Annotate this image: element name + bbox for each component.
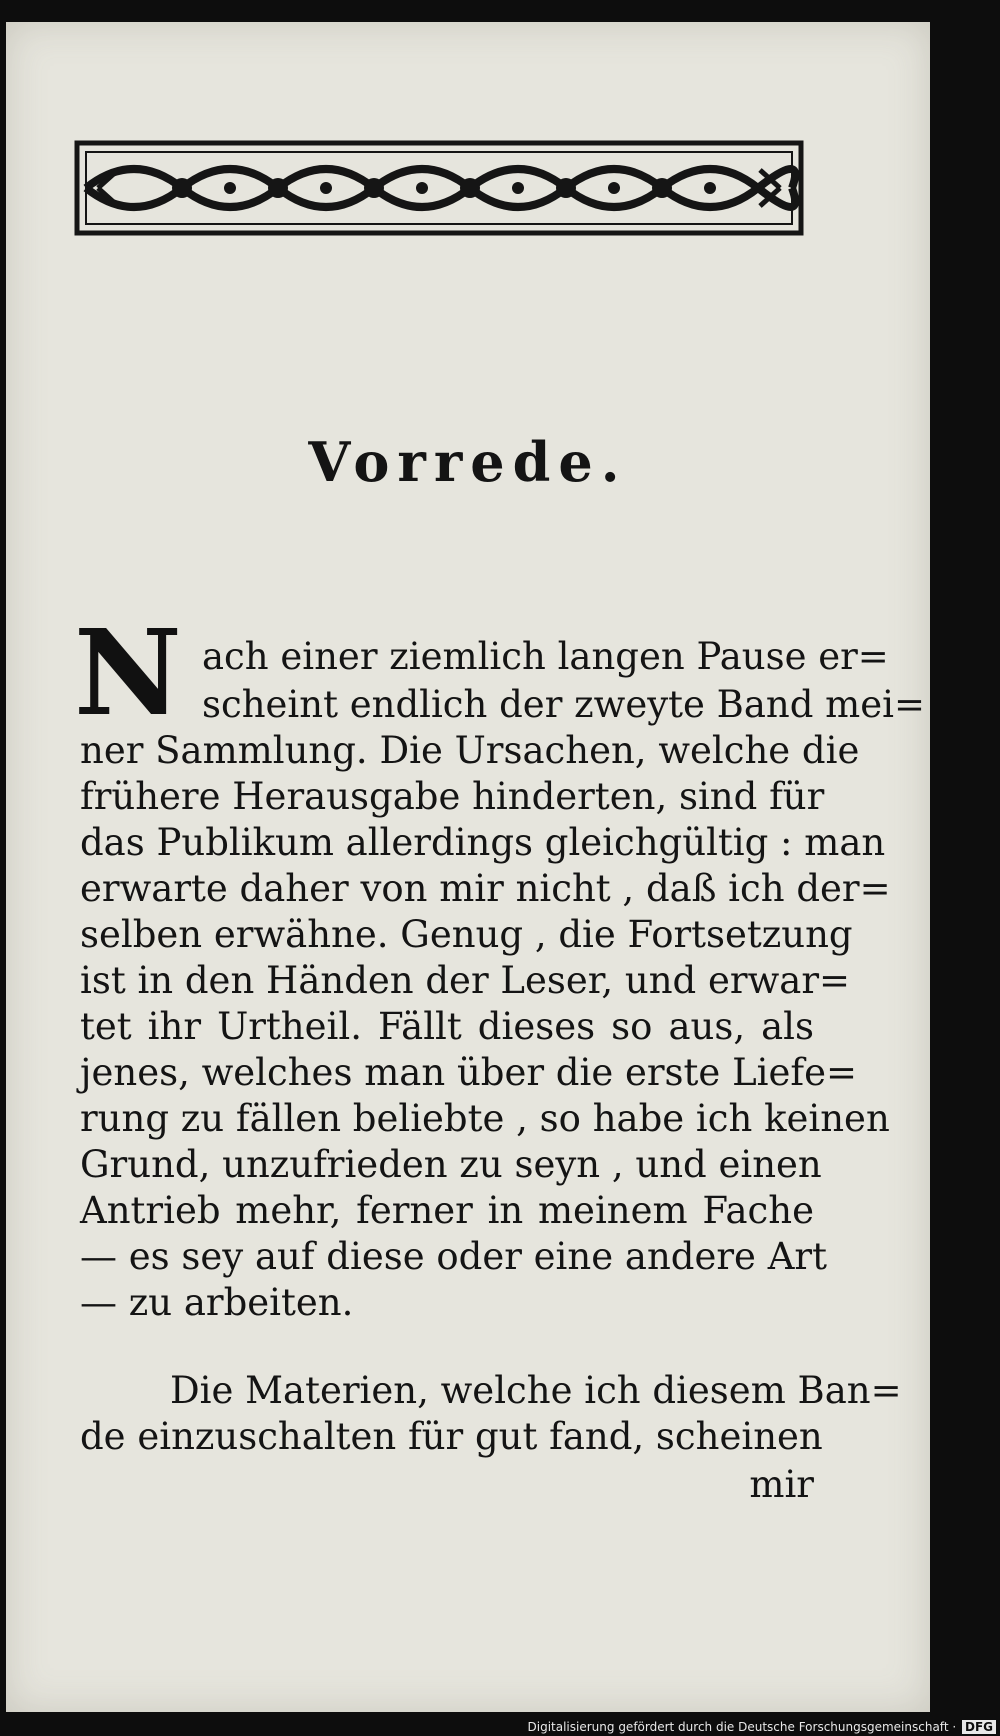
text-line: de einzuschalten für gut fand, scheinen [80, 1415, 823, 1458]
text-line: — zu arbeiten. [80, 1281, 354, 1324]
text-line: — es sey auf diese oder eine andere Art [80, 1235, 827, 1278]
text-line: Grund, unzufrieden zu seyn , und einen [80, 1143, 822, 1186]
page-title: Vorrede. [308, 430, 628, 494]
text-line: ist in den Händen der Leser, und erwar= [80, 959, 851, 1002]
text-line: jenes, welches man über die erste Liefe= [80, 1051, 857, 1094]
text-line: erwarte daher von mir nicht , daß ich der= [80, 867, 891, 910]
digitization-footer [528, 1720, 996, 1734]
text-line: ach einer ziemlich langen Pause er= [202, 635, 889, 678]
text-line: tet ihr Urtheil. Fällt dieses so aus, als [80, 1005, 814, 1048]
text-line: selben erwähne. Genug , die Fortsetzung [80, 913, 853, 956]
ornamental-header-band [74, 140, 804, 236]
text-line: ner Sammlung. Die Ursachen, welche die [80, 729, 860, 772]
dfg-logo: DFG [962, 1720, 996, 1734]
text-line: scheint endlich der zweyte Band mei= [202, 683, 925, 726]
footer-text: Digitalisierung gefördert durch die Deutsche Forschungsgemeinschaft · [527, 1720, 957, 1734]
text-line: das Publikum allerdings gleichgültig : man [80, 821, 886, 864]
text-line: Antrieb mehr, ferner in meinem Fache [80, 1189, 814, 1232]
text-line: frühere Herausgabe hinderten, sind für [80, 775, 825, 818]
drop-cap-initial: N [74, 603, 182, 742]
text-line: Die Materien, welche ich diesem Ban= [170, 1369, 902, 1412]
text-line: rung zu fällen beliebte , so habe ich keinen [80, 1097, 890, 1140]
book-page [6, 22, 930, 1712]
catchword: mir [749, 1463, 814, 1506]
